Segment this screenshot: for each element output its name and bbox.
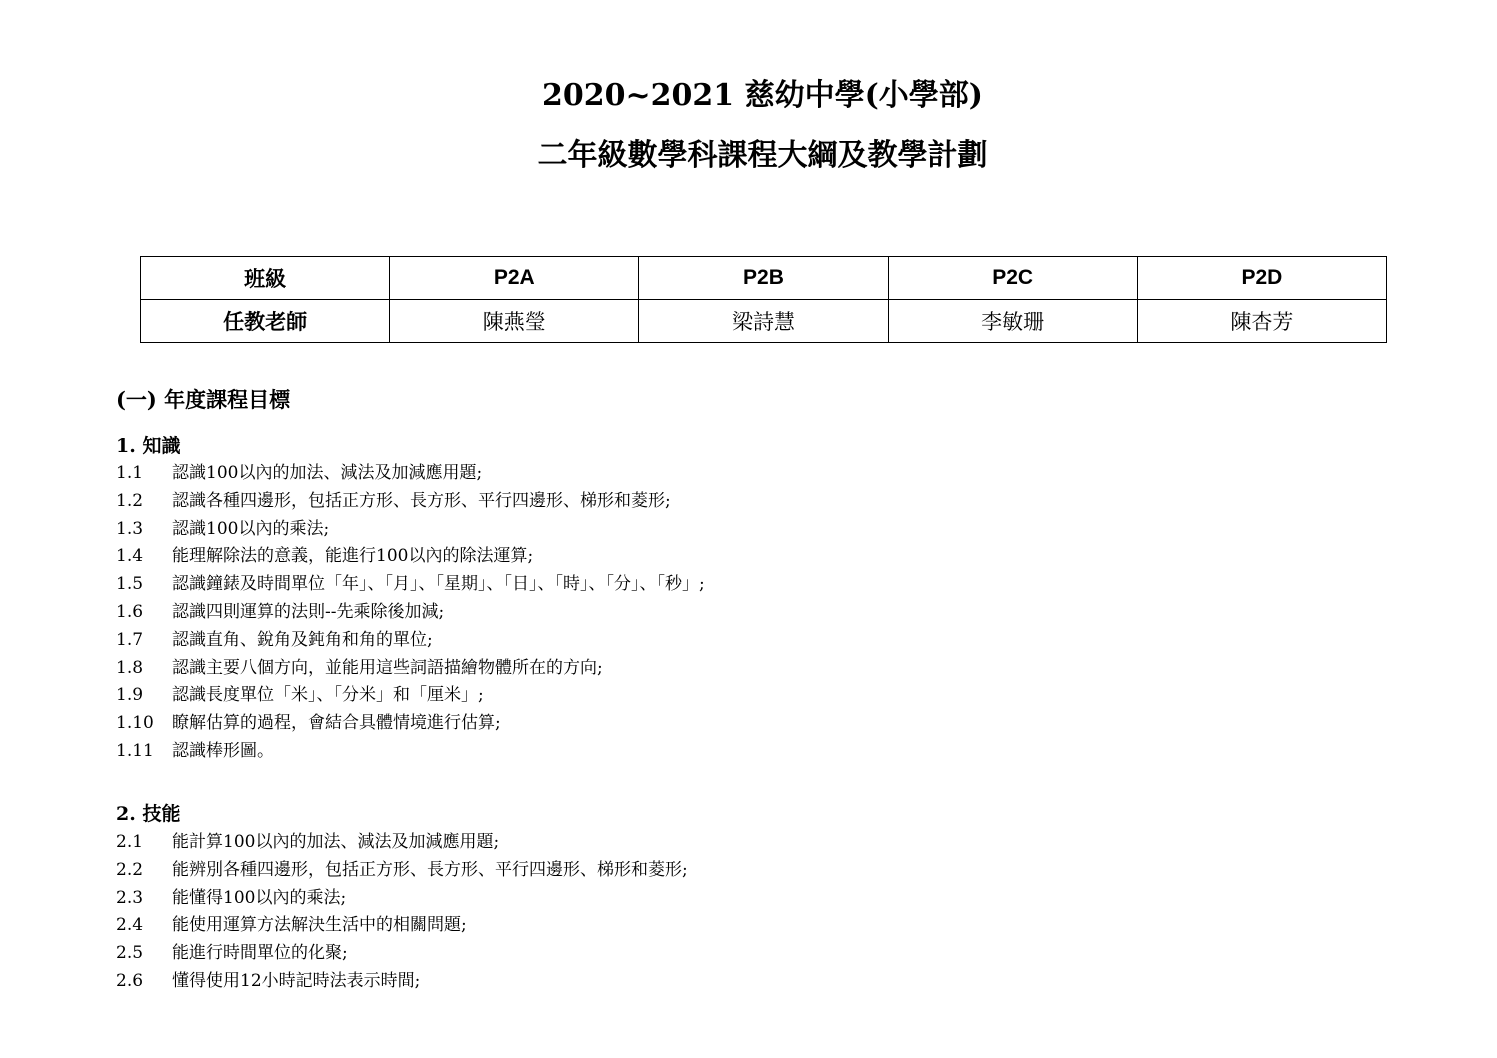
table-cell-teacher-p2d: 陳杏芳	[1137, 300, 1386, 343]
item-number: 2.1	[116, 832, 144, 852]
item-text: 懂得使用12小時記時法表示時間;	[172, 970, 421, 991]
list-item	[116, 682, 705, 710]
list-item	[116, 738, 705, 766]
table-cell-teacher-p2b: 梁詩慧	[639, 300, 888, 343]
item-text: 能辨別各種四邊形，包括正方形、長方形、平行四邊形、梯形和菱形;	[172, 859, 688, 880]
list-item	[116, 940, 688, 968]
item-number: 2.5	[116, 943, 144, 964]
item-text: 能使用運算方法解決生活中的相關問題;	[172, 915, 467, 936]
sub-heading-skills: 2. 技能	[116, 803, 181, 825]
list-item	[116, 829, 688, 857]
table-cell-class-label: 班級	[141, 257, 390, 300]
item-number: 1.5	[116, 574, 144, 595]
table-cell-class-p2d: P2D	[1137, 257, 1386, 300]
item-number: 1.6	[116, 601, 144, 622]
list-item	[116, 885, 688, 913]
item-text: 認識棒形圖。	[172, 740, 274, 761]
item-text: 能懂得100以內的乘法;	[172, 887, 347, 908]
table-cell-teacher-p2c: 李敏珊	[888, 300, 1137, 343]
table-cell-class-p2a: P2A	[390, 257, 639, 300]
item-text: 認識100以內的加法、減法及加減應用題;	[172, 463, 483, 483]
list-item	[116, 460, 705, 488]
section-heading-annual-goals: (一) 年度課程目標	[116, 387, 291, 412]
item-text: 認識四則運算的法則--先乘除後加減;	[172, 601, 445, 622]
item-number: 1.2	[116, 490, 144, 511]
list-item	[116, 968, 688, 996]
list-item	[116, 543, 705, 571]
item-number: 1.3	[116, 518, 144, 539]
table-row-class	[141, 257, 1387, 300]
table-cell-teacher-p2a: 陳燕瑩	[390, 300, 639, 343]
item-number: 1.7	[116, 629, 144, 650]
item-number: 1.11	[116, 740, 154, 761]
item-number: 2.2	[116, 859, 144, 880]
item-number: 1.1	[116, 463, 144, 483]
item-number: 1.8	[116, 657, 144, 678]
list-item	[116, 912, 688, 940]
item-number: 2.3	[116, 887, 144, 908]
page-subtitle: 二年級數學科課程大綱及教學計劃	[537, 138, 988, 173]
sub-heading-knowledge: 1. 知識	[116, 435, 181, 457]
item-text: 認識鐘錶及時間單位「年」、「月」、「星期」、「日」、「時」、「分」、「秒」;	[172, 574, 705, 595]
item-number: 1.9	[116, 685, 144, 706]
item-text: 認識各種四邊形，包括正方形、長方形、平行四邊形、梯形和菱形;	[172, 490, 671, 511]
item-text: 能進行時間單位的化聚;	[172, 943, 348, 964]
knowledge-list	[116, 460, 705, 766]
list-item	[116, 655, 705, 683]
item-text: 認識長度單位「米」、「分米」和「厘米」;	[172, 685, 484, 706]
list-item	[116, 710, 705, 738]
skills-list	[116, 829, 688, 996]
list-item	[116, 627, 705, 655]
table-cell-class-p2b: P2B	[639, 257, 888, 300]
teacher-table	[140, 256, 1387, 343]
item-number: 1.10	[116, 713, 154, 734]
item-number: 2.4	[116, 915, 144, 936]
item-text: 認識100以內的乘法;	[172, 518, 330, 539]
list-item	[116, 516, 705, 544]
item-number: 1.4	[116, 546, 144, 567]
list-item	[116, 857, 688, 885]
item-text: 認識主要八個方向，並能用這些詞語描繪物體所在的方向;	[172, 657, 603, 678]
item-text: 能理解除法的意義，能進行100以內的除法運算;	[172, 546, 534, 567]
item-text: 能計算100以內的加法、減法及加減應用題;	[172, 832, 500, 852]
item-text: 瞭解估算的過程，會結合具體情境進行估算;	[172, 713, 501, 734]
page-title: 2020~2021 慈幼中學(小學部)	[542, 78, 983, 113]
item-text: 認識直角、銳角及鈍角和角的單位;	[172, 629, 433, 650]
table-cell-teacher-label: 任教老師	[141, 300, 390, 343]
list-item	[116, 599, 705, 627]
list-item	[116, 488, 705, 516]
table-cell-class-p2c: P2C	[888, 257, 1137, 300]
item-number: 2.6	[116, 970, 144, 991]
table-row-teacher	[141, 300, 1387, 343]
list-item	[116, 571, 705, 599]
